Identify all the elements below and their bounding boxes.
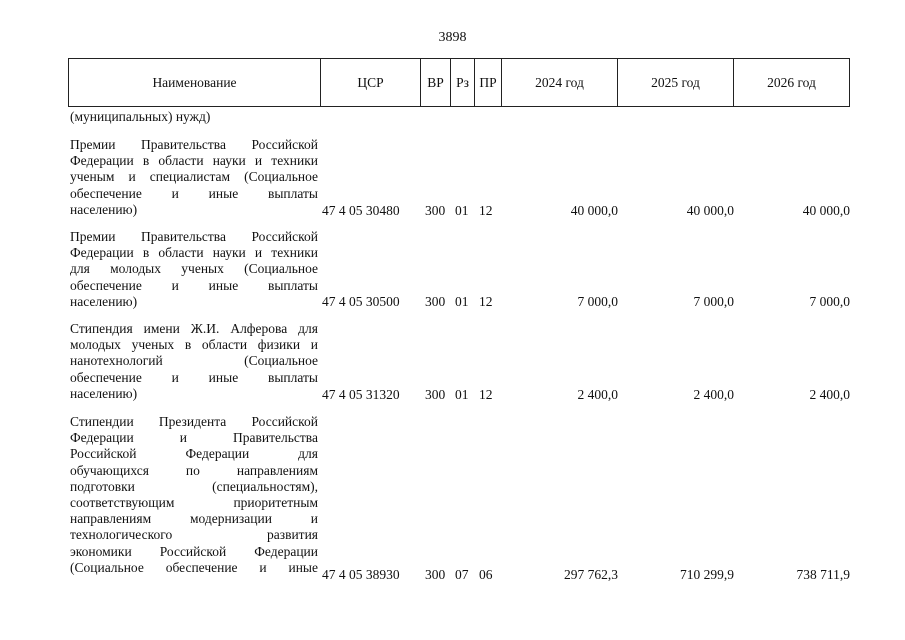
row-2025: 710 299,9	[680, 567, 734, 582]
row-rz: 01	[455, 203, 469, 218]
name-line: населению)	[70, 293, 138, 309]
row-vr: 300	[425, 567, 446, 582]
name-line: населению)	[70, 201, 138, 217]
name-line: Федерации и Правительства	[70, 430, 318, 446]
row-2024: 297 762,3	[564, 567, 618, 582]
name-line: молодых ученых в области физики и	[70, 337, 318, 353]
row-vr: 300	[425, 387, 446, 402]
row-name	[70, 137, 318, 218]
row-2026: 40 000,0	[802, 203, 850, 218]
header-2024: 2024 год	[502, 59, 618, 106]
header-2025: 2025 год	[618, 59, 734, 106]
row-2025: 7 000,0	[693, 294, 734, 309]
row-pr: 12	[479, 203, 493, 218]
row-name	[70, 229, 318, 310]
name-line: Премии Правительства Российской	[70, 229, 318, 244]
row-csr: 47 4 05 30480	[322, 203, 400, 218]
row-2026: 7 000,0	[809, 294, 850, 309]
header-pr: ПР	[475, 59, 502, 106]
row-vr: 300	[425, 294, 446, 309]
row-pr: 12	[479, 387, 493, 402]
row-2024: 2 400,0	[577, 387, 618, 402]
name-line: подготовки (специальностям),	[70, 478, 318, 494]
header-rz: Рз	[451, 59, 475, 106]
header-vr: ВР	[421, 59, 451, 106]
name-line: для молодых ученых (Социальное	[70, 261, 318, 277]
row-pr: 06	[479, 567, 493, 582]
name-line: Федерации в области науки и техники	[70, 245, 318, 261]
row-2024: 40 000,0	[570, 203, 618, 218]
row-2024: 7 000,0	[577, 294, 618, 309]
row-csr: 47 4 05 31320	[322, 387, 400, 402]
continuation-text: (муниципальных) нужд)	[70, 109, 211, 124]
name-line: технологического развития	[70, 527, 318, 543]
header-name: Наименование	[69, 59, 321, 106]
row-2026: 2 400,0	[809, 387, 850, 402]
row-2026: 738 711,9	[796, 567, 850, 582]
name-line: нанотехнологий (Социальное	[70, 353, 318, 369]
row-pr: 12	[479, 294, 493, 309]
header-csr: ЦСР	[321, 59, 421, 106]
name-line: Премии Правительства Российской	[70, 137, 318, 152]
header-2026: 2026 год	[767, 74, 816, 90]
row-2025: 40 000,0	[686, 203, 734, 218]
row-vr: 300	[425, 203, 446, 218]
row-rz: 07	[455, 567, 469, 582]
name-line: экономики Российской Федерации	[70, 543, 318, 559]
name-line: соответствующим приоритетным	[70, 495, 318, 511]
row-rz: 01	[455, 294, 469, 309]
name-line: обучающихся по направлениям	[70, 462, 318, 478]
name-line: обеспечение и иные выплаты	[70, 277, 318, 293]
name-line: Стипендия имени Ж.И. Алферова для	[70, 321, 318, 336]
row-name	[70, 414, 318, 576]
name-line: (Социальное обеспечение и иные	[70, 559, 318, 575]
row-csr: 47 4 05 38930	[322, 567, 400, 582]
row-csr: 47 4 05 30500	[322, 294, 400, 309]
name-line: обеспечение и иные выплаты	[70, 185, 318, 201]
row-name	[70, 321, 318, 402]
name-line: обеспечение и иные выплаты	[70, 369, 318, 385]
page-number: 3898	[438, 30, 467, 45]
table-header	[68, 58, 850, 107]
name-line: ученым и специалистам (Социальное	[70, 169, 318, 185]
name-line: направлениям модернизации и	[70, 511, 318, 527]
name-line: Российской Федерации для	[70, 446, 318, 462]
row-rz: 01	[455, 387, 469, 402]
name-line: Стипендии Президента Российской	[70, 414, 318, 429]
row-2025: 2 400,0	[693, 387, 734, 402]
name-line: населению)	[70, 385, 138, 401]
name-line: Федерации в области науки и техники	[70, 153, 318, 169]
